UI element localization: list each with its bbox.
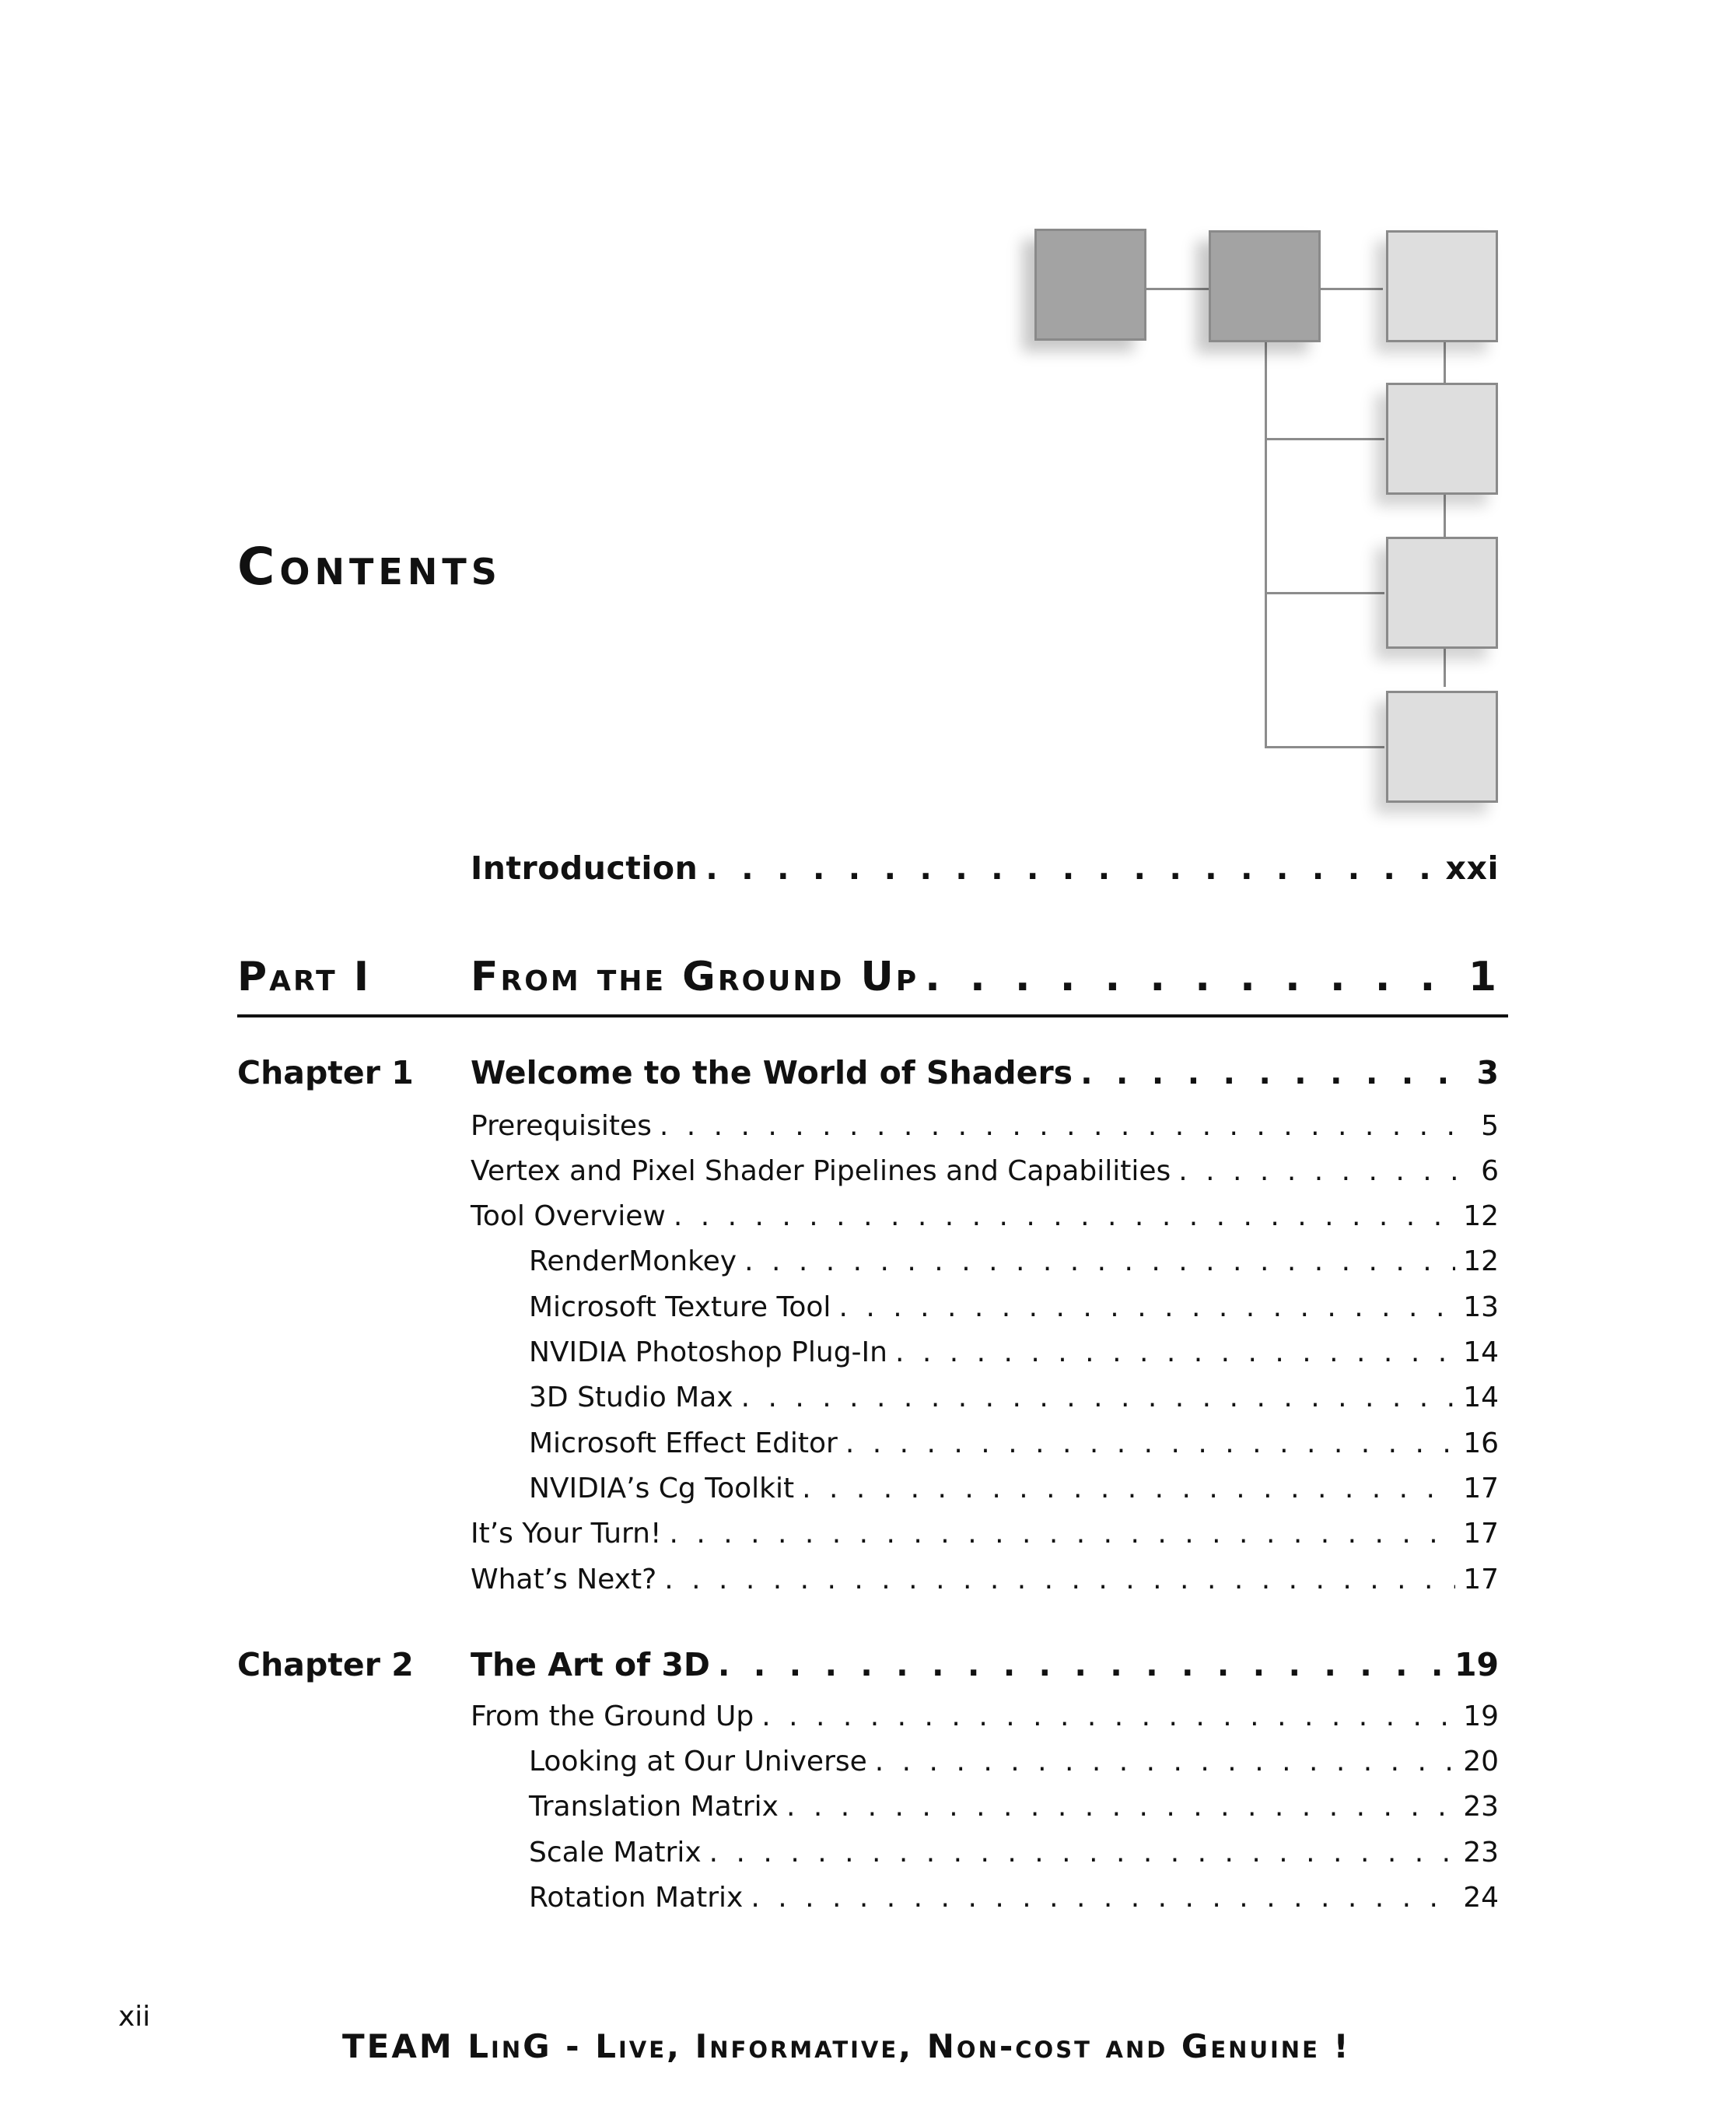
toc-chapter-heading[interactable] bbox=[471, 1054, 1499, 1091]
entry-title: Rotation Matrix bbox=[529, 1882, 744, 1914]
dot-leader bbox=[664, 1564, 1455, 1595]
entry-title: 3D Studio Max bbox=[529, 1382, 733, 1413]
toc-subentry[interactable] bbox=[529, 1473, 1499, 1504]
entry-page: 20 bbox=[1463, 1746, 1499, 1778]
entry-page: 16 bbox=[1463, 1427, 1499, 1459]
entry-title: Microsoft Effect Editor bbox=[529, 1427, 838, 1459]
entry-title: Prerequisites bbox=[471, 1110, 652, 1142]
dot-leader bbox=[802, 1473, 1455, 1504]
entry-page: 17 bbox=[1463, 1564, 1499, 1595]
toc-entry[interactable] bbox=[471, 1700, 1499, 1732]
dot-leader bbox=[761, 1700, 1455, 1732]
connector-line bbox=[1265, 336, 1267, 748]
footer-banner: TEAM LinG - Live, Informative, Non-cost and Genuine ! bbox=[342, 2027, 1351, 2065]
dot-leader bbox=[895, 1336, 1455, 1368]
decorative-box-diagram bbox=[988, 218, 1524, 856]
chapter-page: 3 bbox=[1476, 1054, 1499, 1091]
toc-subentry[interactable] bbox=[529, 1382, 1499, 1413]
toc-entry[interactable] bbox=[471, 1110, 1499, 1142]
chapter-title: Welcome to the World of Shaders bbox=[471, 1054, 1073, 1091]
dot-leader bbox=[1080, 1054, 1468, 1091]
dot-leader bbox=[674, 1200, 1455, 1232]
toc-subentry[interactable] bbox=[529, 1291, 1499, 1323]
entry-title: Microsoft Texture Tool bbox=[529, 1291, 831, 1323]
entry-title: Vertex and Pixel Shader Pipelines and Capabilities bbox=[471, 1155, 1171, 1187]
toc-subentry[interactable] bbox=[529, 1336, 1499, 1368]
chapter-label: Chapter 2 bbox=[237, 1646, 414, 1683]
diagram-box bbox=[1386, 691, 1498, 803]
entry-page: 13 bbox=[1463, 1291, 1499, 1323]
page-title: Contents bbox=[237, 537, 502, 597]
toc-entry[interactable] bbox=[471, 1200, 1499, 1232]
part-title: From the Ground Up bbox=[471, 954, 919, 1000]
entry-title: NVIDIA Photoshop Plug-In bbox=[529, 1336, 887, 1368]
dot-leader bbox=[1178, 1155, 1473, 1187]
toc-subentry[interactable] bbox=[529, 1427, 1499, 1459]
diagram-box bbox=[1034, 229, 1146, 341]
entry-title: RenderMonkey bbox=[529, 1245, 737, 1277]
dot-leader bbox=[786, 1791, 1455, 1823]
entry-title: Introduction bbox=[471, 849, 698, 887]
entry-page: 14 bbox=[1463, 1336, 1499, 1368]
dot-leader bbox=[718, 1646, 1447, 1683]
toc-subentry[interactable] bbox=[529, 1746, 1499, 1778]
dot-leader bbox=[705, 849, 1437, 887]
entry-page: 6 bbox=[1481, 1155, 1499, 1187]
entry-page: 5 bbox=[1481, 1110, 1499, 1142]
chapter-page: 19 bbox=[1454, 1646, 1499, 1683]
entry-page: xxi bbox=[1445, 849, 1499, 887]
entry-page: 23 bbox=[1463, 1837, 1499, 1869]
toc-subentry[interactable] bbox=[529, 1245, 1499, 1277]
dot-leader bbox=[660, 1110, 1473, 1142]
entry-page: 14 bbox=[1463, 1382, 1499, 1413]
entry-title: Scale Matrix bbox=[529, 1837, 702, 1869]
chapter-label: Chapter 1 bbox=[237, 1054, 414, 1091]
entry-title: Tool Overview bbox=[471, 1200, 666, 1232]
connector-line bbox=[1146, 288, 1209, 290]
entry-title: From the Ground Up bbox=[471, 1700, 754, 1732]
dot-leader bbox=[669, 1518, 1455, 1550]
chapter-title: The Art of 3D bbox=[471, 1646, 710, 1683]
toc-part-heading[interactable] bbox=[471, 954, 1499, 1000]
part-page: 1 bbox=[1468, 954, 1499, 1000]
diagram-box bbox=[1386, 537, 1498, 649]
entry-title: It’s Your Turn! bbox=[471, 1518, 662, 1550]
diagram-box bbox=[1386, 383, 1498, 495]
diagram-box bbox=[1209, 230, 1321, 342]
dot-leader bbox=[845, 1427, 1455, 1459]
dot-leader bbox=[875, 1746, 1455, 1778]
part-label: Part I bbox=[237, 954, 372, 1000]
entry-page: 23 bbox=[1463, 1791, 1499, 1823]
connector-line bbox=[1265, 592, 1384, 594]
entry-page: 12 bbox=[1463, 1245, 1499, 1277]
toc-entry[interactable] bbox=[471, 1564, 1499, 1595]
connector-line bbox=[1265, 438, 1384, 440]
entry-page: 24 bbox=[1463, 1882, 1499, 1914]
diagram-box bbox=[1386, 230, 1498, 342]
connector-line bbox=[1265, 746, 1384, 748]
toc-entry-introduction[interactable] bbox=[471, 849, 1499, 887]
dot-leader bbox=[741, 1382, 1456, 1413]
dot-leader bbox=[709, 1837, 1456, 1869]
dot-leader bbox=[838, 1291, 1455, 1323]
toc-subentry[interactable] bbox=[529, 1791, 1499, 1823]
entry-title: Looking at Our Universe bbox=[529, 1746, 867, 1778]
dot-leader bbox=[751, 1882, 1455, 1914]
toc-subentry[interactable] bbox=[529, 1882, 1499, 1914]
entry-title: NVIDIA’s Cg Toolkit bbox=[529, 1473, 795, 1504]
entry-title: Translation Matrix bbox=[529, 1791, 779, 1823]
entry-page: 17 bbox=[1463, 1473, 1499, 1504]
toc-entry[interactable] bbox=[471, 1518, 1499, 1550]
entry-title: What’s Next? bbox=[471, 1564, 657, 1595]
toc-subentry[interactable] bbox=[529, 1837, 1499, 1869]
connector-line bbox=[1321, 288, 1383, 290]
toc-entry[interactable] bbox=[471, 1155, 1499, 1187]
part-divider bbox=[237, 1014, 1508, 1017]
entry-page: 12 bbox=[1463, 1200, 1499, 1232]
entry-page: 17 bbox=[1463, 1518, 1499, 1550]
toc-chapter-heading[interactable] bbox=[471, 1646, 1499, 1683]
entry-page: 19 bbox=[1463, 1700, 1499, 1732]
page-number: xii bbox=[118, 2001, 151, 2033]
dot-leader bbox=[744, 1245, 1455, 1277]
dot-leader bbox=[925, 954, 1462, 1000]
